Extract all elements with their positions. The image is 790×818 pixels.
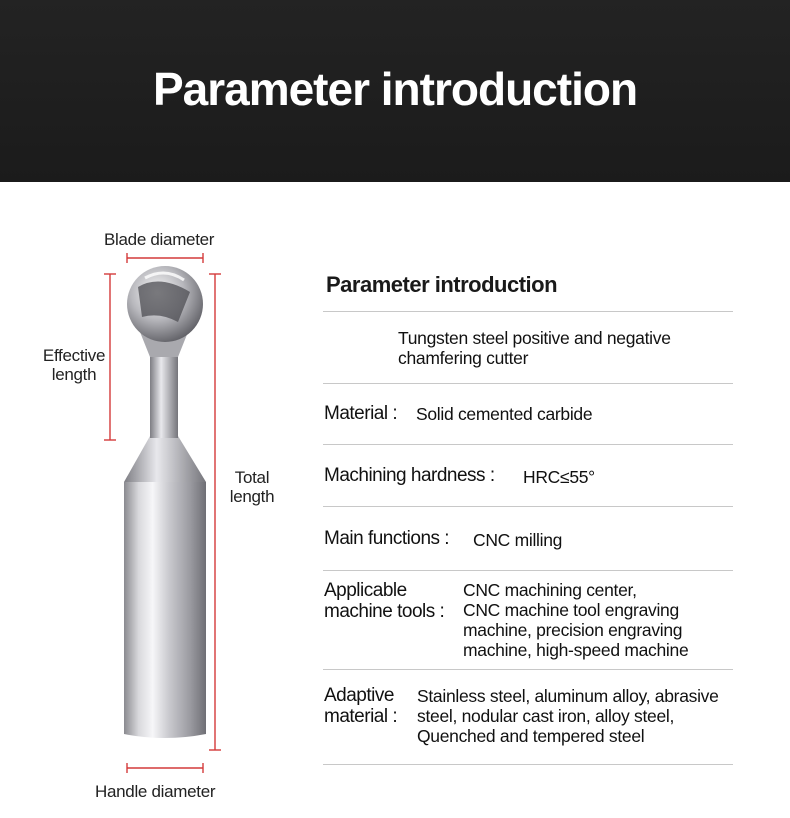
adaptive-key-line1: Adaptive <box>324 685 394 706</box>
machine-tools-line4: machine, high-speed machine <box>463 640 689 660</box>
taper <box>124 436 206 482</box>
machine-tools-key-line2: machine tools : <box>324 601 445 622</box>
machine-tools-key-line1: Applicable <box>324 580 407 601</box>
divider <box>323 444 733 445</box>
adaptive-line3: Quenched and tempered steel <box>417 726 645 746</box>
adaptive-key-line2: material : <box>324 706 398 727</box>
handle-diameter-label: Handle diameter <box>95 782 216 801</box>
banner-title: Parameter introduction <box>152 63 638 115</box>
material-key: Material : <box>324 403 398 424</box>
machine-tools-line1: CNC machining center, <box>463 580 637 600</box>
machine-tools-line3: machine, precision engraving <box>463 620 683 640</box>
effective-length-line1: Effective <box>42 346 106 365</box>
divider <box>323 383 733 384</box>
hardness-value: HRC≤55° <box>523 467 595 487</box>
product-name-line1: Tungsten steel positive and negative <box>398 328 671 348</box>
divider <box>323 764 733 765</box>
effective-length-label <box>38 346 110 384</box>
blade-diameter-label: Blade diameter <box>104 230 215 249</box>
functions-value: CNC milling <box>473 530 563 550</box>
panel-title: Parameter introduction <box>326 272 558 297</box>
material-value: Solid cemented carbide <box>416 404 593 424</box>
divider <box>323 311 733 312</box>
divider <box>323 506 733 507</box>
shank <box>124 482 206 738</box>
total-length-line2: length <box>229 487 275 506</box>
total-length-label <box>222 468 282 506</box>
header-banner <box>0 0 790 182</box>
adaptive-line1: Stainless steel, aluminum alloy, abrasive <box>417 686 719 706</box>
functions-key: Main functions : <box>324 528 450 549</box>
hardness-key: Machining hardness : <box>324 465 495 486</box>
machine-tools-line2: CNC machine tool engraving <box>463 600 679 620</box>
divider <box>323 570 733 571</box>
total-length-line1: Total <box>234 468 270 487</box>
divider <box>323 669 733 670</box>
adaptive-line2: steel, nodular cast iron, alloy steel, <box>417 706 675 726</box>
effective-length-line2: length <box>51 365 97 384</box>
product-name-line2: chamfering cutter <box>398 348 529 368</box>
